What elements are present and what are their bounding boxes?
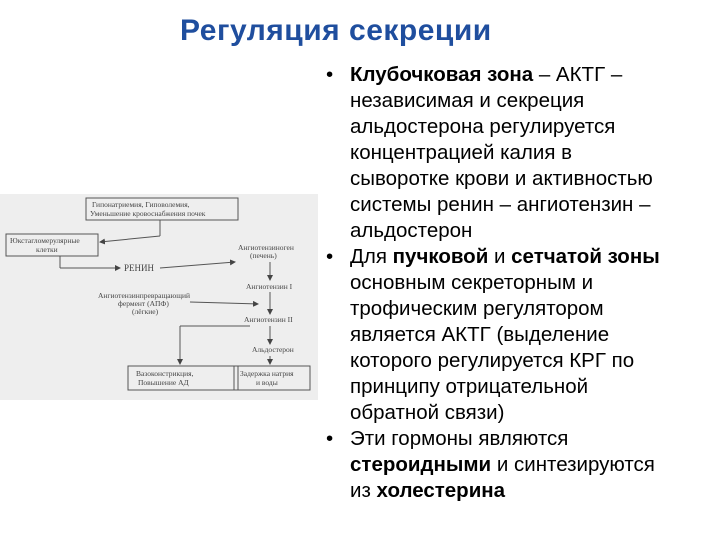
- bullet-text: из: [350, 479, 377, 502]
- bullet-text: концентрацией калия в: [350, 141, 573, 164]
- bullet-steroid-hormones: [322, 426, 720, 504]
- bullet-text: альдостерона регулируется: [350, 115, 616, 138]
- bullet-text: принципу отрицательной: [350, 375, 589, 398]
- bullet-text: независимая и секреция: [350, 89, 585, 112]
- bold-term: холестерина: [376, 479, 506, 502]
- bold-term: Клубочковая зона: [350, 63, 534, 86]
- top-box-text-2: Уменьшение кровоснабжения почек: [90, 209, 206, 218]
- ace-text-3: (лёгкие): [132, 307, 159, 316]
- retention-text-1: Задержка натрия: [240, 369, 294, 378]
- bullet-text: сыворотке крови и активностью: [350, 167, 653, 190]
- raas-diagram: [0, 194, 318, 400]
- arrow-renin-to-angiotensinogen: [160, 262, 235, 268]
- angiotensin-1-label: Ангиотензин I: [246, 282, 293, 291]
- retention-text-2: и воды: [256, 378, 278, 387]
- top-box-text-1: Гипонатриемия, Гиповолемия,: [92, 200, 190, 209]
- bullet-dot: •: [326, 245, 334, 268]
- jg-cells-text-1: Юкстагломерулярные: [10, 236, 80, 245]
- bullet-text: системы ренин – ангиотензин –: [350, 193, 651, 216]
- bullet-text: трофическим регулятором: [350, 297, 604, 320]
- bullet-text: является АКТГ (выделение: [350, 323, 610, 346]
- bullet-fascicular-reticular-zones: [322, 244, 720, 426]
- arrow-ace: [190, 302, 258, 304]
- bullet-glomerular-zone: [322, 62, 720, 244]
- bullet-text: обратной связи): [350, 401, 505, 424]
- vaso-text-1: Вазоконстрикция,: [136, 369, 194, 378]
- bold-term: пучковой: [392, 245, 489, 268]
- bullet-list: [322, 62, 720, 504]
- bullet-text: Для: [350, 245, 393, 268]
- angiotensinogen-text-2: (печень): [250, 251, 277, 260]
- bullet-dot: •: [326, 63, 334, 86]
- bullet-dot: •: [326, 427, 334, 450]
- bullet-text: альдостерон: [350, 219, 473, 242]
- bullet-text: основным секреторным и: [350, 271, 594, 294]
- slide-title: Регуляция секреции: [180, 14, 492, 47]
- bullet-text: и синтезируются: [491, 453, 655, 476]
- renin-label: РЕНИН: [124, 263, 155, 273]
- ace-text-2: фермент (АПФ): [118, 299, 169, 308]
- raas-diagram-svg: [0, 194, 318, 400]
- bullet-text: Эти гормоны являются: [350, 427, 569, 450]
- vaso-text-2: Повышение АД: [138, 378, 189, 387]
- ace-text-1: Ангиотензинпревращающий: [98, 291, 191, 300]
- aldosterone-label: Альдостерон: [252, 345, 294, 354]
- jg-cells-text-2: клетки: [36, 245, 58, 254]
- bullet-text: и: [488, 245, 512, 268]
- bold-term: сетчатой зоны: [511, 245, 660, 268]
- bold-term: стероидными: [350, 453, 492, 476]
- angiotensinogen-text-1: Ангиотензиноген: [238, 243, 294, 252]
- bullet-text: которого регулируется КРГ по: [350, 349, 635, 372]
- angiotensin-2-label: Ангиотензин II: [244, 315, 293, 324]
- bullet-text: – АКТГ –: [533, 63, 623, 86]
